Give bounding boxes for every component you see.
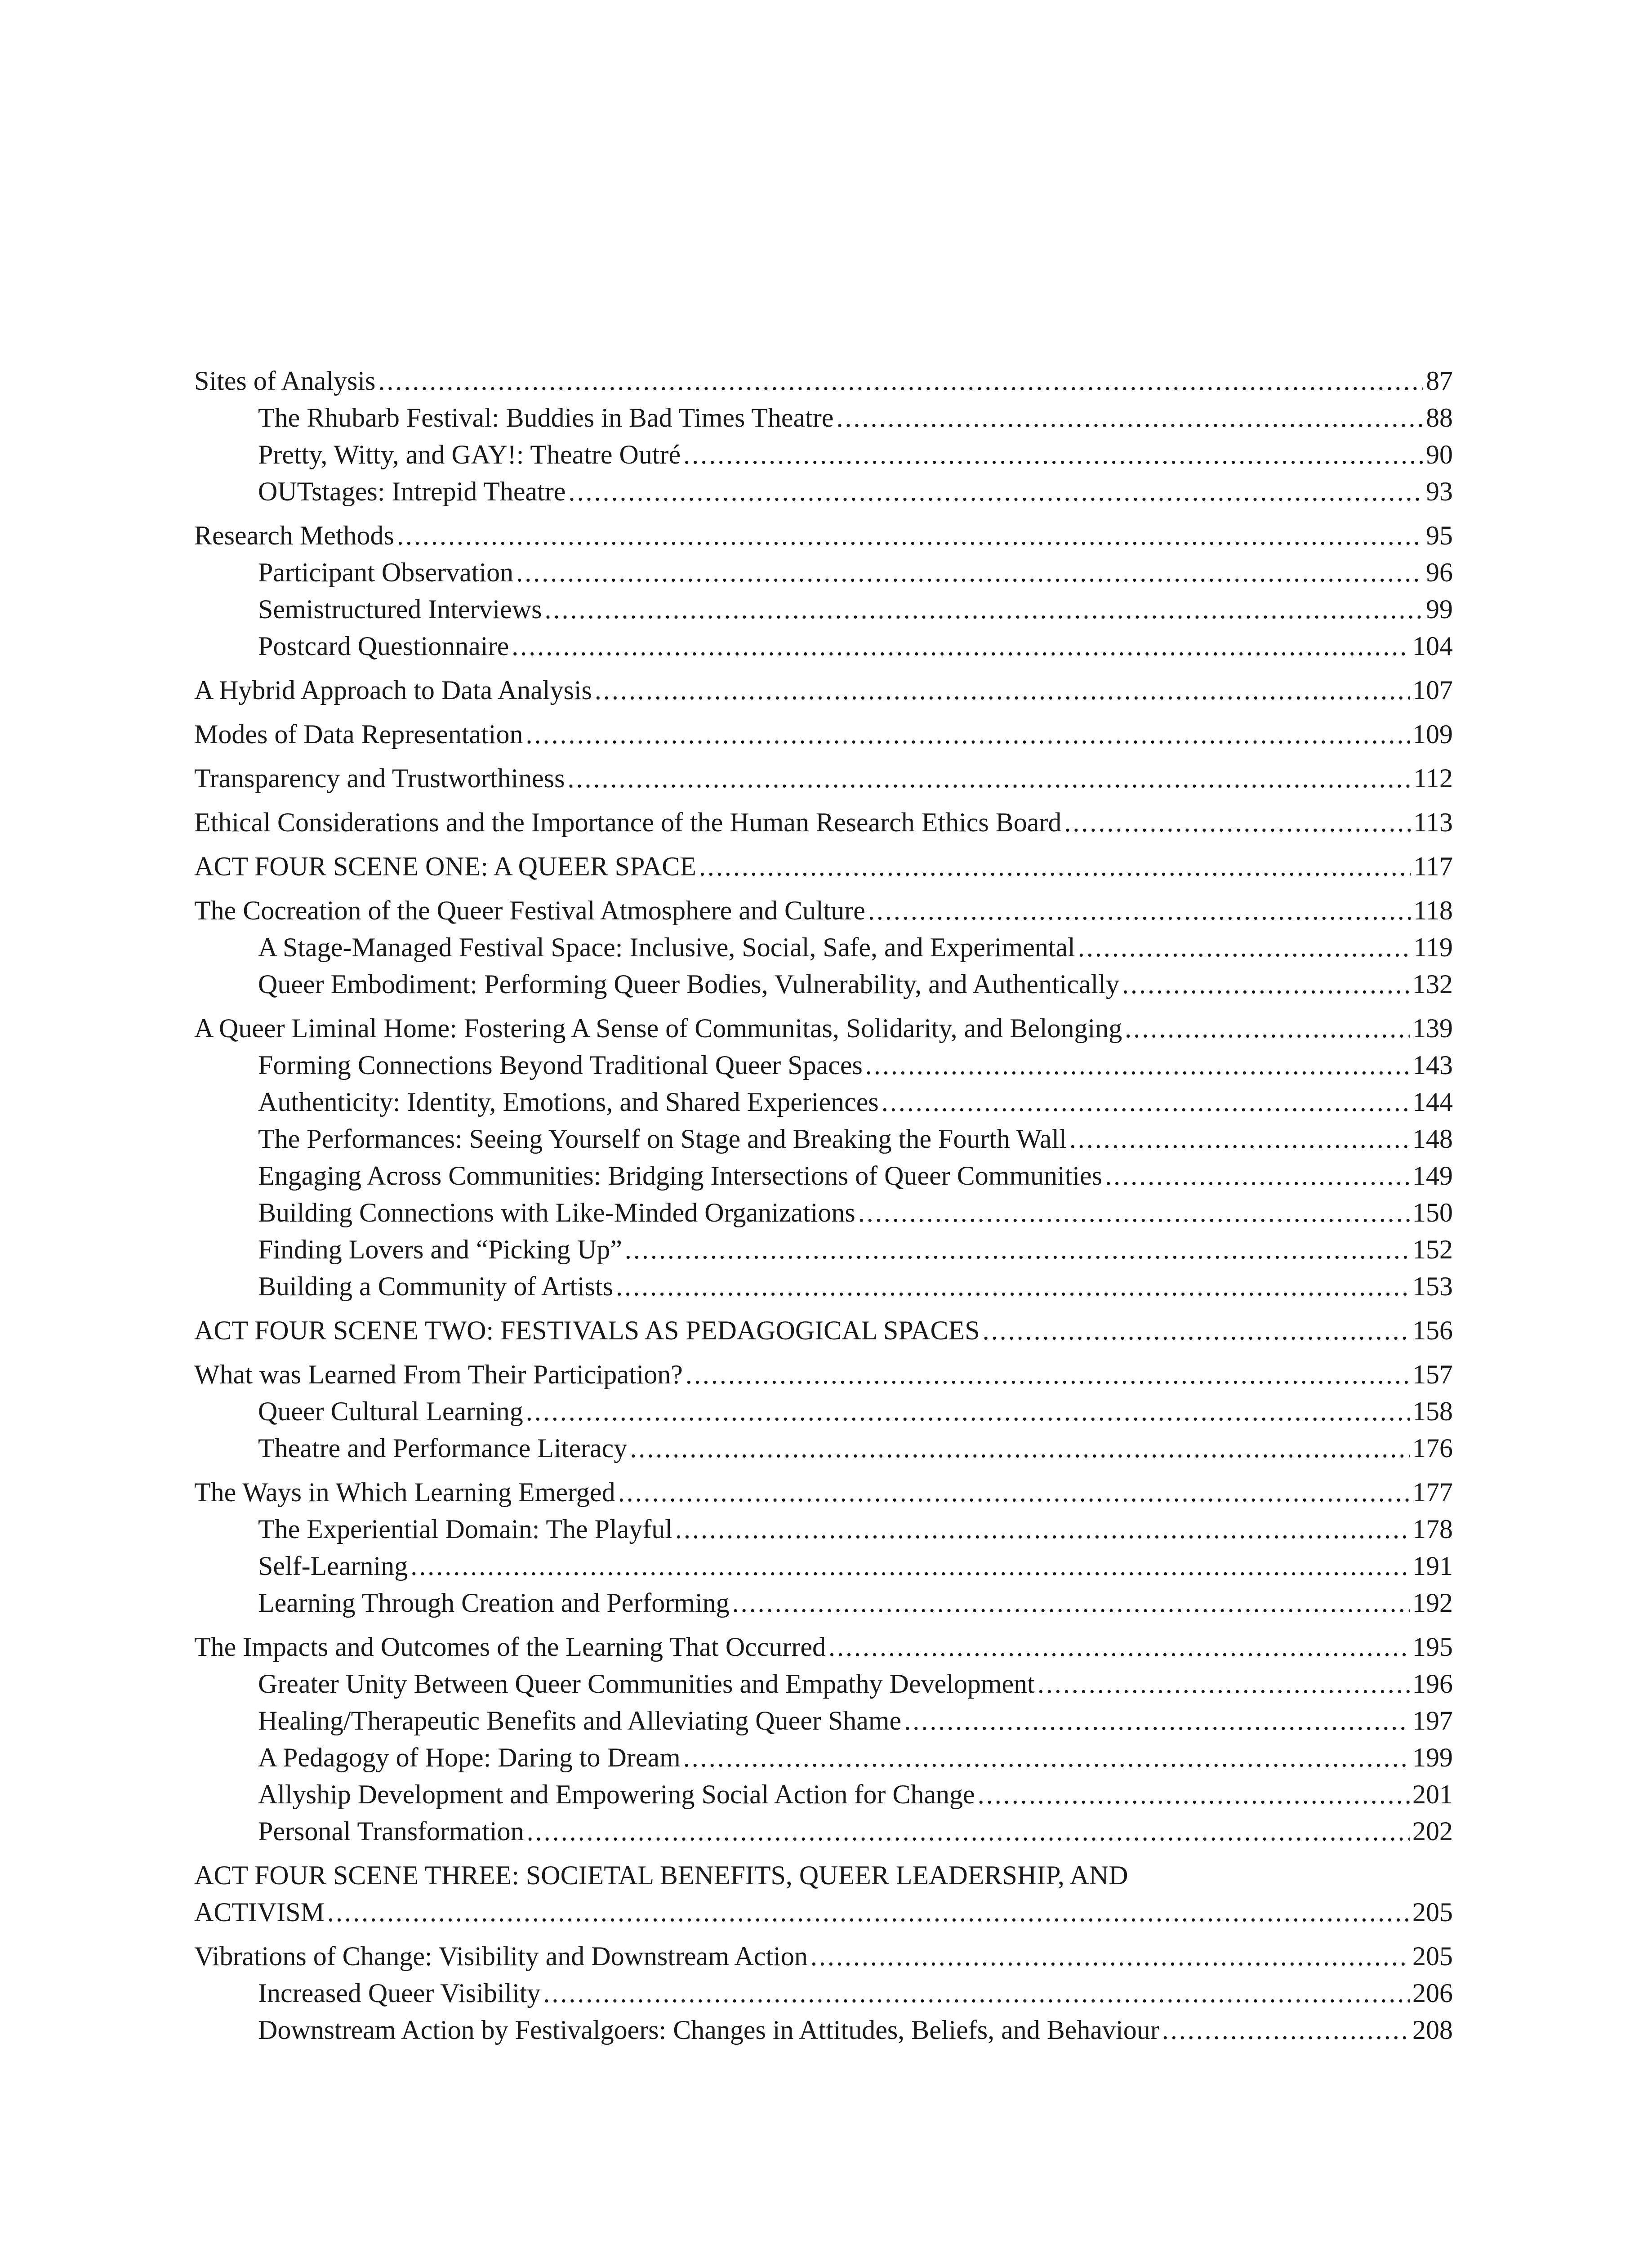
toc-entry-title: Pretty, Witty, and GAY!: Theatre Outré <box>258 440 681 469</box>
dot-leader <box>828 1628 1410 1665</box>
dot-leader <box>978 1776 1410 1813</box>
dot-leader <box>858 1194 1410 1231</box>
toc-subentry[interactable] <box>194 554 1453 591</box>
toc-page-number: 158 <box>1412 1396 1453 1426</box>
dot-leader <box>882 1084 1410 1120</box>
dot-leader <box>327 1894 1410 1931</box>
toc-page-number: 178 <box>1412 1514 1453 1544</box>
dot-leader <box>675 1511 1410 1548</box>
toc-subentry[interactable] <box>194 1047 1453 1084</box>
toc-page-number: 117 <box>1413 852 1453 881</box>
toc-page-number: 88 <box>1426 403 1453 433</box>
dot-leader <box>1125 1010 1410 1047</box>
toc-entry-title: Ethical Considerations and the Importance of the Human Research Ethics Board <box>194 807 1062 837</box>
toc-subentry[interactable] <box>194 1120 1453 1157</box>
toc-subentry[interactable] <box>194 1665 1453 1702</box>
toc-page-number: 152 <box>1412 1235 1453 1264</box>
toc-entry[interactable] <box>194 848 1453 885</box>
toc-entry[interactable] <box>194 1894 1453 1931</box>
toc-subentry[interactable] <box>194 1084 1453 1120</box>
dot-leader <box>983 1312 1410 1349</box>
toc-page-number: 199 <box>1412 1743 1453 1772</box>
toc-entry[interactable] <box>194 1312 1453 1349</box>
toc-page-number: 139 <box>1412 1013 1453 1043</box>
toc-subentry[interactable] <box>194 1584 1453 1621</box>
toc-entry[interactable] <box>194 804 1453 841</box>
toc-entry[interactable] <box>194 1628 1453 1665</box>
toc-subentry[interactable] <box>194 436 1453 473</box>
table-of-contents <box>194 362 1453 2048</box>
toc-page-number: 201 <box>1412 1780 1453 1809</box>
toc-entry-title: Semistructured Interviews <box>258 594 542 624</box>
toc-entry-title: Self-Learning <box>258 1551 408 1581</box>
toc-entry-title: The Performances: Seeing Yourself on Stage and Breaking the Fourth Wall <box>258 1124 1067 1154</box>
dot-leader <box>1162 2012 1410 2048</box>
toc-entry-title: A Stage-Managed Festival Space: Inclusive, Social, Safe, and Experimental <box>258 932 1075 962</box>
toc-entry-title: Forming Connections Beyond Traditional Queer Spaces <box>258 1050 863 1080</box>
toc-entry-title: A Pedagogy of Hope: Daring to Dream <box>258 1743 681 1772</box>
toc-entry[interactable] <box>194 716 1453 753</box>
toc-entry[interactable] <box>194 892 1453 929</box>
toc-page-number: 104 <box>1412 631 1453 661</box>
toc-entry-title: Theatre and Performance Literacy <box>258 1433 628 1463</box>
dot-leader <box>810 1938 1410 1975</box>
toc-entry-title: Vibrations of Change: Visibility and Downstream Action <box>194 1941 808 1971</box>
toc-entry-title: Building a Community of Artists <box>258 1271 614 1301</box>
toc-entry-title: Downstream Action by Festivalgoers: Changes in Attitudes, Beliefs, and Behaviour <box>258 2015 1159 2045</box>
toc-page-number: 90 <box>1426 440 1453 469</box>
toc-entry-title: The Cocreation of the Queer Festival Atmosphere and Culture <box>194 896 865 925</box>
toc-page-number: 118 <box>1413 896 1453 925</box>
dot-leader <box>1122 966 1410 1003</box>
toc-page-number: 191 <box>1412 1551 1453 1581</box>
dot-leader <box>618 1474 1410 1511</box>
toc-entry-title: ACTIVISM <box>194 1897 325 1927</box>
toc-page-number: 205 <box>1412 1941 1453 1971</box>
dot-leader <box>683 1739 1410 1776</box>
toc-subentry[interactable] <box>194 1268 1453 1305</box>
toc-page-number: 144 <box>1412 1087 1453 1117</box>
dot-leader <box>625 1231 1410 1268</box>
toc-subentry[interactable] <box>194 1975 1453 2012</box>
dot-leader <box>836 399 1423 436</box>
dot-leader <box>595 672 1410 709</box>
dot-leader <box>526 1393 1410 1430</box>
toc-entry-title: What was Learned From Their Participation? <box>194 1360 683 1389</box>
toc-entry-title: The Impacts and Outcomes of the Learning That Occurred <box>194 1632 826 1662</box>
toc-entry-title: Transparency and Trustworthiness <box>194 763 565 793</box>
toc-page-number: 96 <box>1426 558 1453 587</box>
toc-page-number: 148 <box>1412 1124 1453 1154</box>
toc-entry-title: Authenticity: Identity, Emotions, and Shared Experiences <box>258 1087 879 1117</box>
toc-entry-title: Allyship Development and Empowering Social Action for Change <box>258 1780 975 1809</box>
toc-subentry[interactable] <box>194 628 1453 665</box>
toc-entry-title: Postcard Questionnaire <box>258 631 509 661</box>
toc-page-number: 107 <box>1412 675 1453 705</box>
dot-leader <box>630 1430 1410 1467</box>
toc-entry[interactable] <box>194 1356 1453 1393</box>
toc-page-number: 113 <box>1413 807 1453 837</box>
toc-entry-title: A Queer Liminal Home: Fostering A Sense of Communitas, Solidarity, and Belonging <box>194 1013 1122 1043</box>
toc-entry-title: Increased Queer Visibility <box>258 1978 541 2008</box>
toc-entry-title: Participant Observation <box>258 558 514 587</box>
toc-subentry[interactable] <box>194 1231 1453 1268</box>
toc-subentry[interactable] <box>194 1511 1453 1548</box>
toc-entry-title: Queer Cultural Learning <box>258 1396 523 1426</box>
toc-subentry[interactable] <box>194 1194 1453 1231</box>
toc-entry-title: Modes of Data Representation <box>194 719 523 749</box>
toc-page-number: 177 <box>1412 1477 1453 1507</box>
toc-page-number: 208 <box>1412 2015 1453 2045</box>
dot-leader <box>865 1047 1410 1084</box>
dot-leader <box>686 1356 1410 1393</box>
toc-entry-title-line: ACT FOUR SCENE THREE: SOCIETAL BENEFITS, QUEER LEADERSHIP, AND <box>194 1860 1128 1890</box>
toc-entry-title: Research Methods <box>194 521 394 550</box>
toc-entry-title: ACT FOUR SCENE TWO: FESTIVALS AS PEDAGOGICAL SPACES <box>194 1316 980 1345</box>
toc-page-number: 196 <box>1412 1669 1453 1699</box>
toc-page-number: 156 <box>1412 1316 1453 1345</box>
toc-page-number: 197 <box>1412 1706 1453 1735</box>
dot-leader <box>699 848 1411 885</box>
toc-entry[interactable] <box>194 517 1453 554</box>
toc-entry[interactable] <box>194 1474 1453 1511</box>
toc-subentry[interactable] <box>194 1430 1453 1467</box>
toc-page-number: 149 <box>1412 1161 1453 1191</box>
dot-leader <box>616 1268 1410 1305</box>
toc-entry-title: OUTstages: Intrepid Theatre <box>258 477 566 506</box>
dot-leader <box>568 473 1423 510</box>
toc-entry-title: Building Connections with Like-Minded Organizations <box>258 1198 855 1227</box>
dot-leader <box>378 362 1423 399</box>
toc-page-number: 132 <box>1412 969 1453 999</box>
toc-subentry[interactable] <box>194 1813 1453 1850</box>
toc-page-number: 192 <box>1412 1588 1453 1618</box>
toc-entry[interactable] <box>194 1010 1453 1047</box>
toc-subentry[interactable] <box>194 1548 1453 1584</box>
dot-leader <box>868 892 1411 929</box>
toc-page-number: 93 <box>1426 477 1453 506</box>
toc-page-number: 157 <box>1412 1360 1453 1389</box>
toc-page-number: 205 <box>1412 1897 1453 1927</box>
dot-leader <box>397 517 1423 554</box>
dot-leader <box>1069 1120 1410 1157</box>
toc-entry[interactable] <box>194 362 1453 399</box>
toc-subentry[interactable] <box>194 929 1453 966</box>
dot-leader <box>527 1813 1410 1850</box>
toc-entry-title: Finding Lovers and “Picking Up” <box>258 1235 622 1264</box>
toc-page-number: 95 <box>1426 521 1453 550</box>
toc-entry-title: The Experiential Domain: The Playful <box>258 1514 672 1544</box>
dot-leader <box>525 716 1410 753</box>
toc-entry-title: Engaging Across Communities: Bridging Intersections of Queer Communities <box>258 1161 1103 1191</box>
dot-leader <box>516 554 1423 591</box>
toc-page-number: 143 <box>1412 1050 1453 1080</box>
dot-leader <box>1105 1157 1410 1194</box>
toc-entry-title: The Ways in Which Learning Emerged <box>194 1477 615 1507</box>
toc-entry-title: Personal Transformation <box>258 1816 524 1846</box>
toc-subentry[interactable] <box>194 1702 1453 1739</box>
toc-entry[interactable] <box>194 1938 1453 1975</box>
toc-subentry[interactable] <box>194 1739 1453 1776</box>
toc-entry-title: Greater Unity Between Queer Communities and Empathy Development <box>258 1669 1035 1699</box>
toc-subentry[interactable] <box>194 1393 1453 1430</box>
toc-entry-title: Queer Embodiment: Performing Queer Bodies, Vulnerability, and Authentically <box>258 969 1119 999</box>
dot-leader <box>732 1584 1410 1621</box>
toc-page-number: 119 <box>1413 932 1453 962</box>
dot-leader <box>410 1548 1410 1584</box>
toc-subentry[interactable] <box>194 1776 1453 1813</box>
toc-page-number: 153 <box>1412 1271 1453 1301</box>
toc-entry-title: Sites of Analysis <box>194 366 376 396</box>
toc-subentry[interactable] <box>194 1157 1453 1194</box>
toc-page-number: 109 <box>1412 719 1453 749</box>
toc-entry[interactable] <box>194 760 1453 797</box>
toc-subentry[interactable] <box>194 2012 1453 2048</box>
toc-entry-title: ACT FOUR SCENE ONE: A QUEER SPACE <box>194 852 696 881</box>
dot-leader <box>543 1975 1410 2012</box>
toc-page-number: 195 <box>1412 1632 1453 1662</box>
toc-subentry[interactable] <box>194 473 1453 510</box>
toc-subentry[interactable] <box>194 399 1453 436</box>
toc-entry[interactable] <box>194 672 1453 709</box>
dot-leader <box>1064 804 1411 841</box>
dot-leader <box>545 591 1424 628</box>
toc-entry-title: Learning Through Creation and Performing <box>258 1588 730 1618</box>
toc-entry-title: A Hybrid Approach to Data Analysis <box>194 675 592 705</box>
toc-page-number: 150 <box>1412 1198 1453 1227</box>
toc-page-number: 87 <box>1426 366 1453 396</box>
dot-leader <box>1078 929 1411 966</box>
dot-leader <box>904 1702 1410 1739</box>
dot-leader <box>1038 1665 1410 1702</box>
dot-leader <box>683 436 1423 473</box>
toc-entry-title: Healing/Therapeutic Benefits and Alleviating Queer Shame <box>258 1706 902 1735</box>
toc-page-number: 112 <box>1413 763 1453 793</box>
toc-page-number: 202 <box>1412 1816 1453 1846</box>
toc-subentry[interactable] <box>194 591 1453 628</box>
toc-page-number: 99 <box>1426 594 1453 624</box>
toc-entry-title: The Rhubarb Festival: Buddies in Bad Times Theatre <box>258 403 834 433</box>
dot-leader <box>512 628 1410 665</box>
toc-page-number: 206 <box>1412 1978 1453 2008</box>
dot-leader <box>567 760 1411 797</box>
toc-page-number: 176 <box>1412 1433 1453 1463</box>
toc-subentry[interactable] <box>194 966 1453 1003</box>
